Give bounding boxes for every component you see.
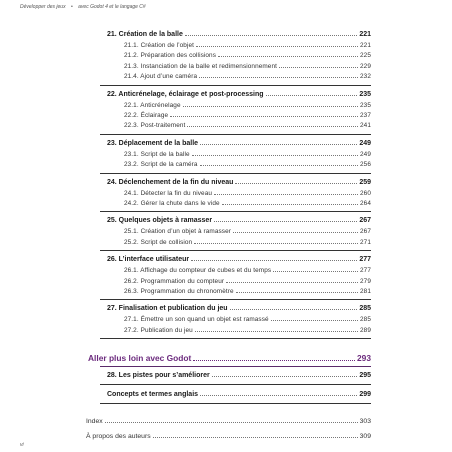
toc-chapter-label: Concepts et termes anglais	[107, 391, 199, 399]
dot-leader	[222, 203, 358, 205]
toc-subsection-page-number: 285	[360, 316, 371, 324]
dot-leader	[196, 45, 358, 47]
toc-subsection[interactable]	[124, 112, 371, 119]
section-divider	[100, 338, 371, 339]
toc-subsection-label: 26.1. Affichage du compteur de cubes et du temps	[124, 267, 272, 275]
toc-subsection-page-number: 237	[360, 112, 371, 119]
toc-subsection[interactable]	[124, 239, 371, 246]
toc-subsection[interactable]	[124, 316, 371, 323]
toc-subsection-label: 21.3. Instanciation de la balle et redimensionnement	[124, 62, 277, 70]
dot-leader	[226, 281, 358, 283]
toc-back-matter-item-label: À propos des auteurs	[86, 433, 151, 441]
toc-subsection-label: 26.2. Programmation du compteur	[124, 277, 225, 285]
dot-leader	[214, 193, 358, 195]
toc-subsection[interactable]	[124, 200, 371, 207]
toc-subsection-page-number: 289	[360, 326, 371, 334]
toc-chapter-page-number: 295	[359, 372, 371, 380]
toc-part-heading-page-number: 293	[357, 353, 371, 364]
toc-subsection-page-number: 221	[360, 42, 371, 49]
toc-subsection-label: 24.2. Gérer la chute dans le vide	[124, 200, 220, 207]
toc-subsection-page-number: 260	[360, 189, 371, 197]
toc-subsection-page-number: 271	[360, 238, 371, 246]
toc-chapter-page-number: 221	[359, 31, 371, 38]
toc-chapter-page-number: 277	[359, 256, 371, 264]
toc-subsection-page-number: 235	[360, 101, 371, 109]
toc-subsection[interactable]	[124, 73, 371, 80]
toc-chapter-page-number: 249	[359, 139, 371, 147]
toc-subsection-page-number: 264	[360, 200, 371, 207]
dot-leader	[235, 182, 357, 184]
dot-leader	[199, 76, 358, 78]
toc-back-matter-item-page-number: 309	[359, 433, 371, 441]
dot-leader	[192, 154, 358, 156]
toc-subsection-page-number: 241	[360, 122, 371, 130]
dot-leader	[233, 231, 358, 233]
toc-back-matter-item-page-number: 303	[359, 418, 371, 426]
dot-leader	[153, 436, 358, 438]
toc-subsection-page-number: 225	[360, 52, 371, 60]
dot-leader	[200, 394, 357, 396]
dot-leader	[193, 359, 355, 361]
toc-subsection-page-number: 256	[360, 161, 371, 169]
toc-subsection-label: 23.2. Script de la caméra	[124, 161, 198, 169]
toc-subsection[interactable]	[124, 122, 371, 129]
section-divider	[100, 85, 371, 86]
dot-leader	[230, 308, 358, 310]
toc-subsection[interactable]	[124, 267, 371, 274]
dot-leader	[218, 55, 358, 57]
section-divider	[100, 403, 371, 404]
toc-subsection[interactable]	[124, 327, 371, 334]
dot-leader	[170, 115, 358, 117]
toc-subsection-label: 21.1. Création de l’objet	[124, 42, 195, 49]
page-number-footer: vi	[20, 442, 24, 448]
dot-leader	[191, 259, 357, 261]
toc-chapter-label: 26. L’interface utilisateur	[107, 256, 190, 264]
toc-chapter-label: 24. Déclenchement de la fin du niveau	[107, 178, 234, 186]
toc-back-matter-item-label: Index	[86, 418, 103, 426]
toc-chapter-label: 23. Déplacement de la balle	[107, 139, 199, 147]
toc-chapter[interactable]	[107, 305, 371, 312]
toc-subsection-label: 27.2. Publication du jeu	[124, 326, 193, 334]
toc-chapter-label: 28. Les pistes pour s’améliorer	[107, 372, 210, 380]
toc-subsection[interactable]	[124, 102, 371, 109]
section-divider	[100, 250, 371, 251]
toc-subsection-page-number: 232	[360, 73, 371, 81]
dot-leader	[273, 270, 358, 272]
section-divider	[100, 299, 371, 300]
section-divider	[100, 173, 371, 174]
toc-chapter-page-number: 267	[359, 217, 371, 225]
toc-subsection[interactable]	[124, 288, 371, 295]
toc-subsection[interactable]	[124, 228, 371, 235]
toc-back-matter-item[interactable]	[86, 433, 371, 440]
toc-subsection-label: 27.1. Émettre un son quand un objet est ramassé	[124, 316, 269, 324]
toc-chapter[interactable]	[107, 31, 371, 38]
toc-subsection-page-number: 249	[360, 150, 371, 158]
dot-leader	[236, 291, 358, 293]
dot-leader	[105, 421, 358, 423]
toc-subsection[interactable]	[124, 151, 371, 158]
toc-chapter[interactable]	[107, 256, 371, 263]
toc-chapter[interactable]	[107, 179, 371, 186]
toc-chapter-label: 22. Anticrénelage, éclairage et post-processing	[107, 90, 264, 98]
toc-subsection-label: 22.1. Anticrénelage	[124, 101, 181, 109]
toc-part-heading-label: Aller plus loin avec Godot	[88, 353, 192, 364]
toc-subsection-page-number: 277	[360, 267, 371, 275]
dot-leader	[279, 66, 358, 68]
toc-subsection[interactable]	[124, 63, 371, 70]
toc-subsection-label: 22.2. Éclairage	[124, 112, 169, 119]
toc-subsection-page-number: 229	[360, 62, 371, 70]
toc-subsection-label: 26.3. Programmation du chronomètre	[124, 288, 234, 295]
toc-back-matter-item[interactable]	[86, 418, 371, 425]
toc-subsection-label: 25.2. Script de collision	[124, 238, 193, 246]
toc-subsection[interactable]	[124, 278, 371, 285]
dot-leader	[200, 164, 358, 166]
dot-leader	[194, 242, 358, 244]
toc-chapter[interactable]	[107, 217, 371, 224]
dot-leader	[200, 143, 357, 145]
section-divider	[100, 134, 371, 135]
dot-leader	[214, 220, 357, 222]
header-separator: •	[70, 4, 73, 10]
toc-subsection-page-number: 267	[360, 228, 371, 236]
running-header	[20, 4, 146, 10]
toc-subsection-page-number: 281	[360, 288, 371, 295]
toc-subsection[interactable]	[124, 52, 371, 59]
toc-chapter[interactable]	[107, 140, 371, 147]
toc-chapter-page-number: 259	[359, 178, 371, 186]
toc-chapter[interactable]	[107, 372, 371, 379]
dot-leader	[187, 125, 358, 127]
toc-chapter-page-number: 235	[359, 90, 371, 98]
toc-subsection-label: 21.4. Ajout d’une caméra	[124, 73, 198, 81]
toc-subsection-label: 24.1. Détecter la fin du niveau	[124, 189, 213, 197]
header-book-title: Développer des jeux	[20, 4, 66, 10]
section-divider	[100, 211, 371, 212]
toc-chapter[interactable]	[107, 91, 371, 98]
dot-leader	[195, 330, 358, 332]
toc-subsection[interactable]	[124, 190, 371, 197]
toc-chapter-page-number: 299	[359, 391, 371, 399]
toc-subsection-label: 23.1. Script de la balle	[124, 150, 190, 158]
dot-leader	[183, 105, 358, 107]
toc-chapter[interactable]	[107, 391, 371, 398]
dot-leader	[185, 34, 357, 36]
toc-subsection-page-number: 279	[360, 277, 371, 285]
toc-chapter-label: 21. Création de la balle	[107, 31, 183, 38]
toc-subsection-label: 22.3. Post-traitement	[124, 122, 186, 130]
dot-leader	[266, 94, 358, 96]
header-book-subtitle: avec Godot 4 et le langage C#	[78, 4, 146, 10]
toc-chapter-page-number: 285	[359, 305, 371, 313]
toc-subsection-label: 25.1. Création d’un objet à ramasser	[124, 228, 231, 236]
section-divider	[100, 366, 371, 367]
toc-subsection[interactable]	[124, 161, 371, 168]
section-divider	[100, 384, 371, 385]
dot-leader	[271, 319, 358, 321]
dot-leader	[212, 375, 358, 377]
toc-part-heading[interactable]	[88, 353, 371, 363]
toc-subsection-label: 21.2. Préparation des collisions	[124, 52, 217, 60]
toc-chapter-label: 27. Finalisation et publication du jeu	[107, 305, 228, 313]
toc-subsection[interactable]	[124, 42, 371, 49]
toc-chapter-label: 25. Quelques objets à ramasser	[107, 217, 213, 225]
